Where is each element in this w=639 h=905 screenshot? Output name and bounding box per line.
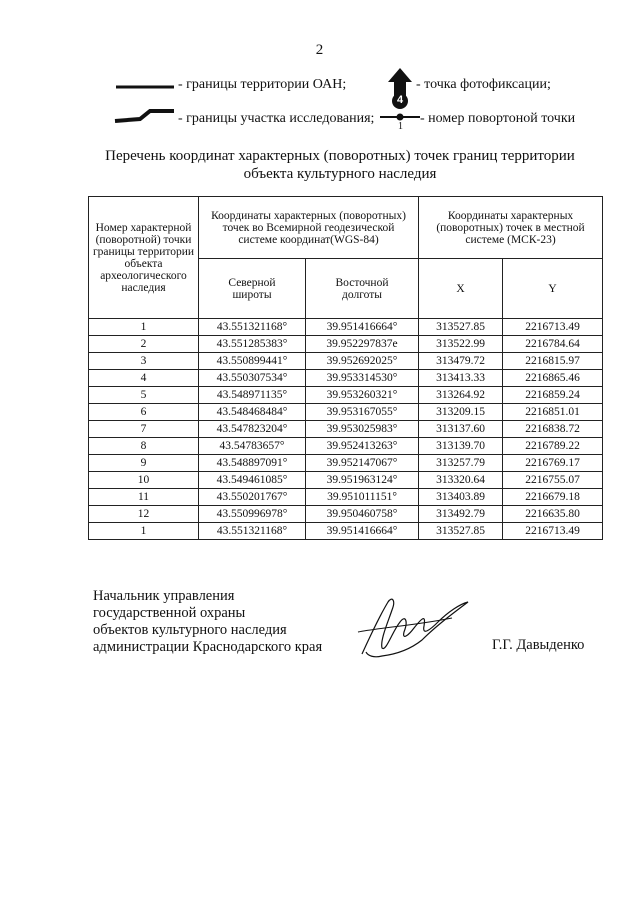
- cell-x: 313413.33: [419, 370, 503, 387]
- signer-title-line-1: Начальник управления: [93, 588, 235, 604]
- cell-n: 5: [89, 387, 199, 404]
- header-y: Y: [503, 259, 603, 319]
- handwritten-signature: [352, 592, 472, 662]
- cell-y: 2216755.07: [503, 472, 603, 489]
- boundary-study-line-icon: [114, 108, 176, 124]
- cell-lat: 43.548897091°: [199, 455, 306, 472]
- cell-x: 313527.85: [419, 523, 503, 540]
- header-longitude: Восточной долготы: [306, 259, 419, 319]
- cell-lon: 39.951416664°: [306, 319, 419, 336]
- coordinates-table: [88, 196, 603, 540]
- cell-y: 2216838.72: [503, 421, 603, 438]
- cell-lat: 43.547823204°: [199, 421, 306, 438]
- cell-x: 313479.72: [419, 353, 503, 370]
- table-row: [89, 455, 603, 472]
- cell-lat: 43.551285383°: [199, 336, 306, 353]
- cell-y: 2216635.80: [503, 506, 603, 523]
- signature-block: [93, 588, 322, 656]
- cell-lat: 43.551321168°: [199, 523, 306, 540]
- cell-lat: 43.550201767°: [199, 489, 306, 506]
- cell-y: 2216679.18: [503, 489, 603, 506]
- header-point-number: Номер характерной (поворотной) точки границы территории объекта археологического наследия: [89, 197, 199, 319]
- cell-y: 2216789.22: [503, 438, 603, 455]
- cell-lon: 39.951963124°: [306, 472, 419, 489]
- cell-lat: 43.54783657°: [199, 438, 306, 455]
- legend-boundary-oan-label: - границы территории ОАН;: [178, 77, 347, 92]
- cell-x: 313492.79: [419, 506, 503, 523]
- header-x: X: [419, 259, 503, 319]
- cell-n: 6: [89, 404, 199, 421]
- cell-lon: 39.952297837е: [306, 336, 419, 353]
- cell-x: 313320.64: [419, 472, 503, 489]
- table-row: [89, 404, 603, 421]
- cell-n: 8: [89, 438, 199, 455]
- legend-turning-point-label: - номер повортоной точки: [420, 111, 576, 126]
- table-row: [89, 421, 603, 438]
- boundary-oan-line-icon: [116, 84, 176, 90]
- cell-lon: 39.953260321°: [306, 387, 419, 404]
- cell-x: 313403.89: [419, 489, 503, 506]
- title-line-2: объекта культурного наследия: [243, 166, 437, 182]
- cell-n: 12: [89, 506, 199, 523]
- cell-n: 11: [89, 489, 199, 506]
- table-row: [89, 472, 603, 489]
- table-row: [89, 387, 603, 404]
- cell-n: 10: [89, 472, 199, 489]
- table-row: [89, 489, 603, 506]
- cell-y: 2216713.49: [503, 319, 603, 336]
- cell-lat: 43.548468484°: [199, 404, 306, 421]
- cell-n: 1: [89, 523, 199, 540]
- cell-lon: 39.952413263°: [306, 438, 419, 455]
- signer-title-line-2: государственной охраны: [93, 605, 246, 621]
- table-row: [89, 523, 603, 540]
- table-row: [89, 438, 603, 455]
- cell-x: 313264.92: [419, 387, 503, 404]
- table-row: [89, 353, 603, 370]
- table-row: [89, 506, 603, 523]
- cell-x: 313139.70: [419, 438, 503, 455]
- table-row: [89, 319, 603, 336]
- signer-name: Г.Г. Давыденко: [492, 637, 585, 653]
- cell-x: 313209.15: [419, 404, 503, 421]
- turning-point-number: 1: [398, 121, 403, 132]
- header-latitude: Северной широты: [199, 259, 306, 319]
- cell-lon: 39.951416664°: [306, 523, 419, 540]
- cell-n: 3: [89, 353, 199, 370]
- document-title: [60, 147, 620, 183]
- cell-x: 313257.79: [419, 455, 503, 472]
- table-row: [89, 370, 603, 387]
- cell-n: 9: [89, 455, 199, 472]
- cell-y: 2216851.01: [503, 404, 603, 421]
- legend-photo-point-label: - точка фотофиксации;: [416, 77, 551, 92]
- cell-lat: 43.550307534°: [199, 370, 306, 387]
- cell-y: 2216815.97: [503, 353, 603, 370]
- cell-lon: 39.953167055°: [306, 404, 419, 421]
- page-number: 2: [315, 42, 324, 58]
- cell-x: 313522.99: [419, 336, 503, 353]
- cell-n: 7: [89, 421, 199, 438]
- cell-lon: 39.953314530°: [306, 370, 419, 387]
- cell-x: 313137.60: [419, 421, 503, 438]
- cell-y: 2216769.17: [503, 455, 603, 472]
- cell-lat: 43.550996978°: [199, 506, 306, 523]
- cell-n: 4: [89, 370, 199, 387]
- cell-lon: 39.953025983°: [306, 421, 419, 438]
- cell-lat: 43.550899441°: [199, 353, 306, 370]
- cell-y: 2216784.64: [503, 336, 603, 353]
- cell-n: 2: [89, 336, 199, 353]
- cell-lat: 43.548971135°: [199, 387, 306, 404]
- cell-lon: 39.951011151°: [306, 489, 419, 506]
- cell-n: 1: [89, 319, 199, 336]
- cell-y: 2216859.24: [503, 387, 603, 404]
- title-line-1: Перечень координат характерных (поворотных) точек границ территории: [105, 148, 575, 164]
- header-msk23: Координаты характерных (поворотных) точек в местной системе (МСК-23): [419, 197, 603, 259]
- cell-lon: 39.950460758°: [306, 506, 419, 523]
- cell-lon: 39.952692025°: [306, 353, 419, 370]
- cell-x: 313527.85: [419, 319, 503, 336]
- cell-y: 2216713.49: [503, 523, 603, 540]
- header-wgs84: Координаты характерных (поворотных) точек во Всемирной геодезической системе координат(WGS-84): [199, 197, 419, 259]
- table-row: [89, 336, 603, 353]
- cell-lat: 43.551321168°: [199, 319, 306, 336]
- cell-lon: 39.952147067°: [306, 455, 419, 472]
- signer-title-line-3: объектов культурного наследия: [93, 622, 287, 638]
- cell-lat: 43.549461085°: [199, 472, 306, 489]
- legend-boundary-study-label: - границы участка исследования;: [178, 111, 375, 126]
- cell-y: 2216865.46: [503, 370, 603, 387]
- photo-point-number: 4: [396, 94, 404, 106]
- signer-title-line-4: администрации Краснодарского края: [93, 639, 323, 655]
